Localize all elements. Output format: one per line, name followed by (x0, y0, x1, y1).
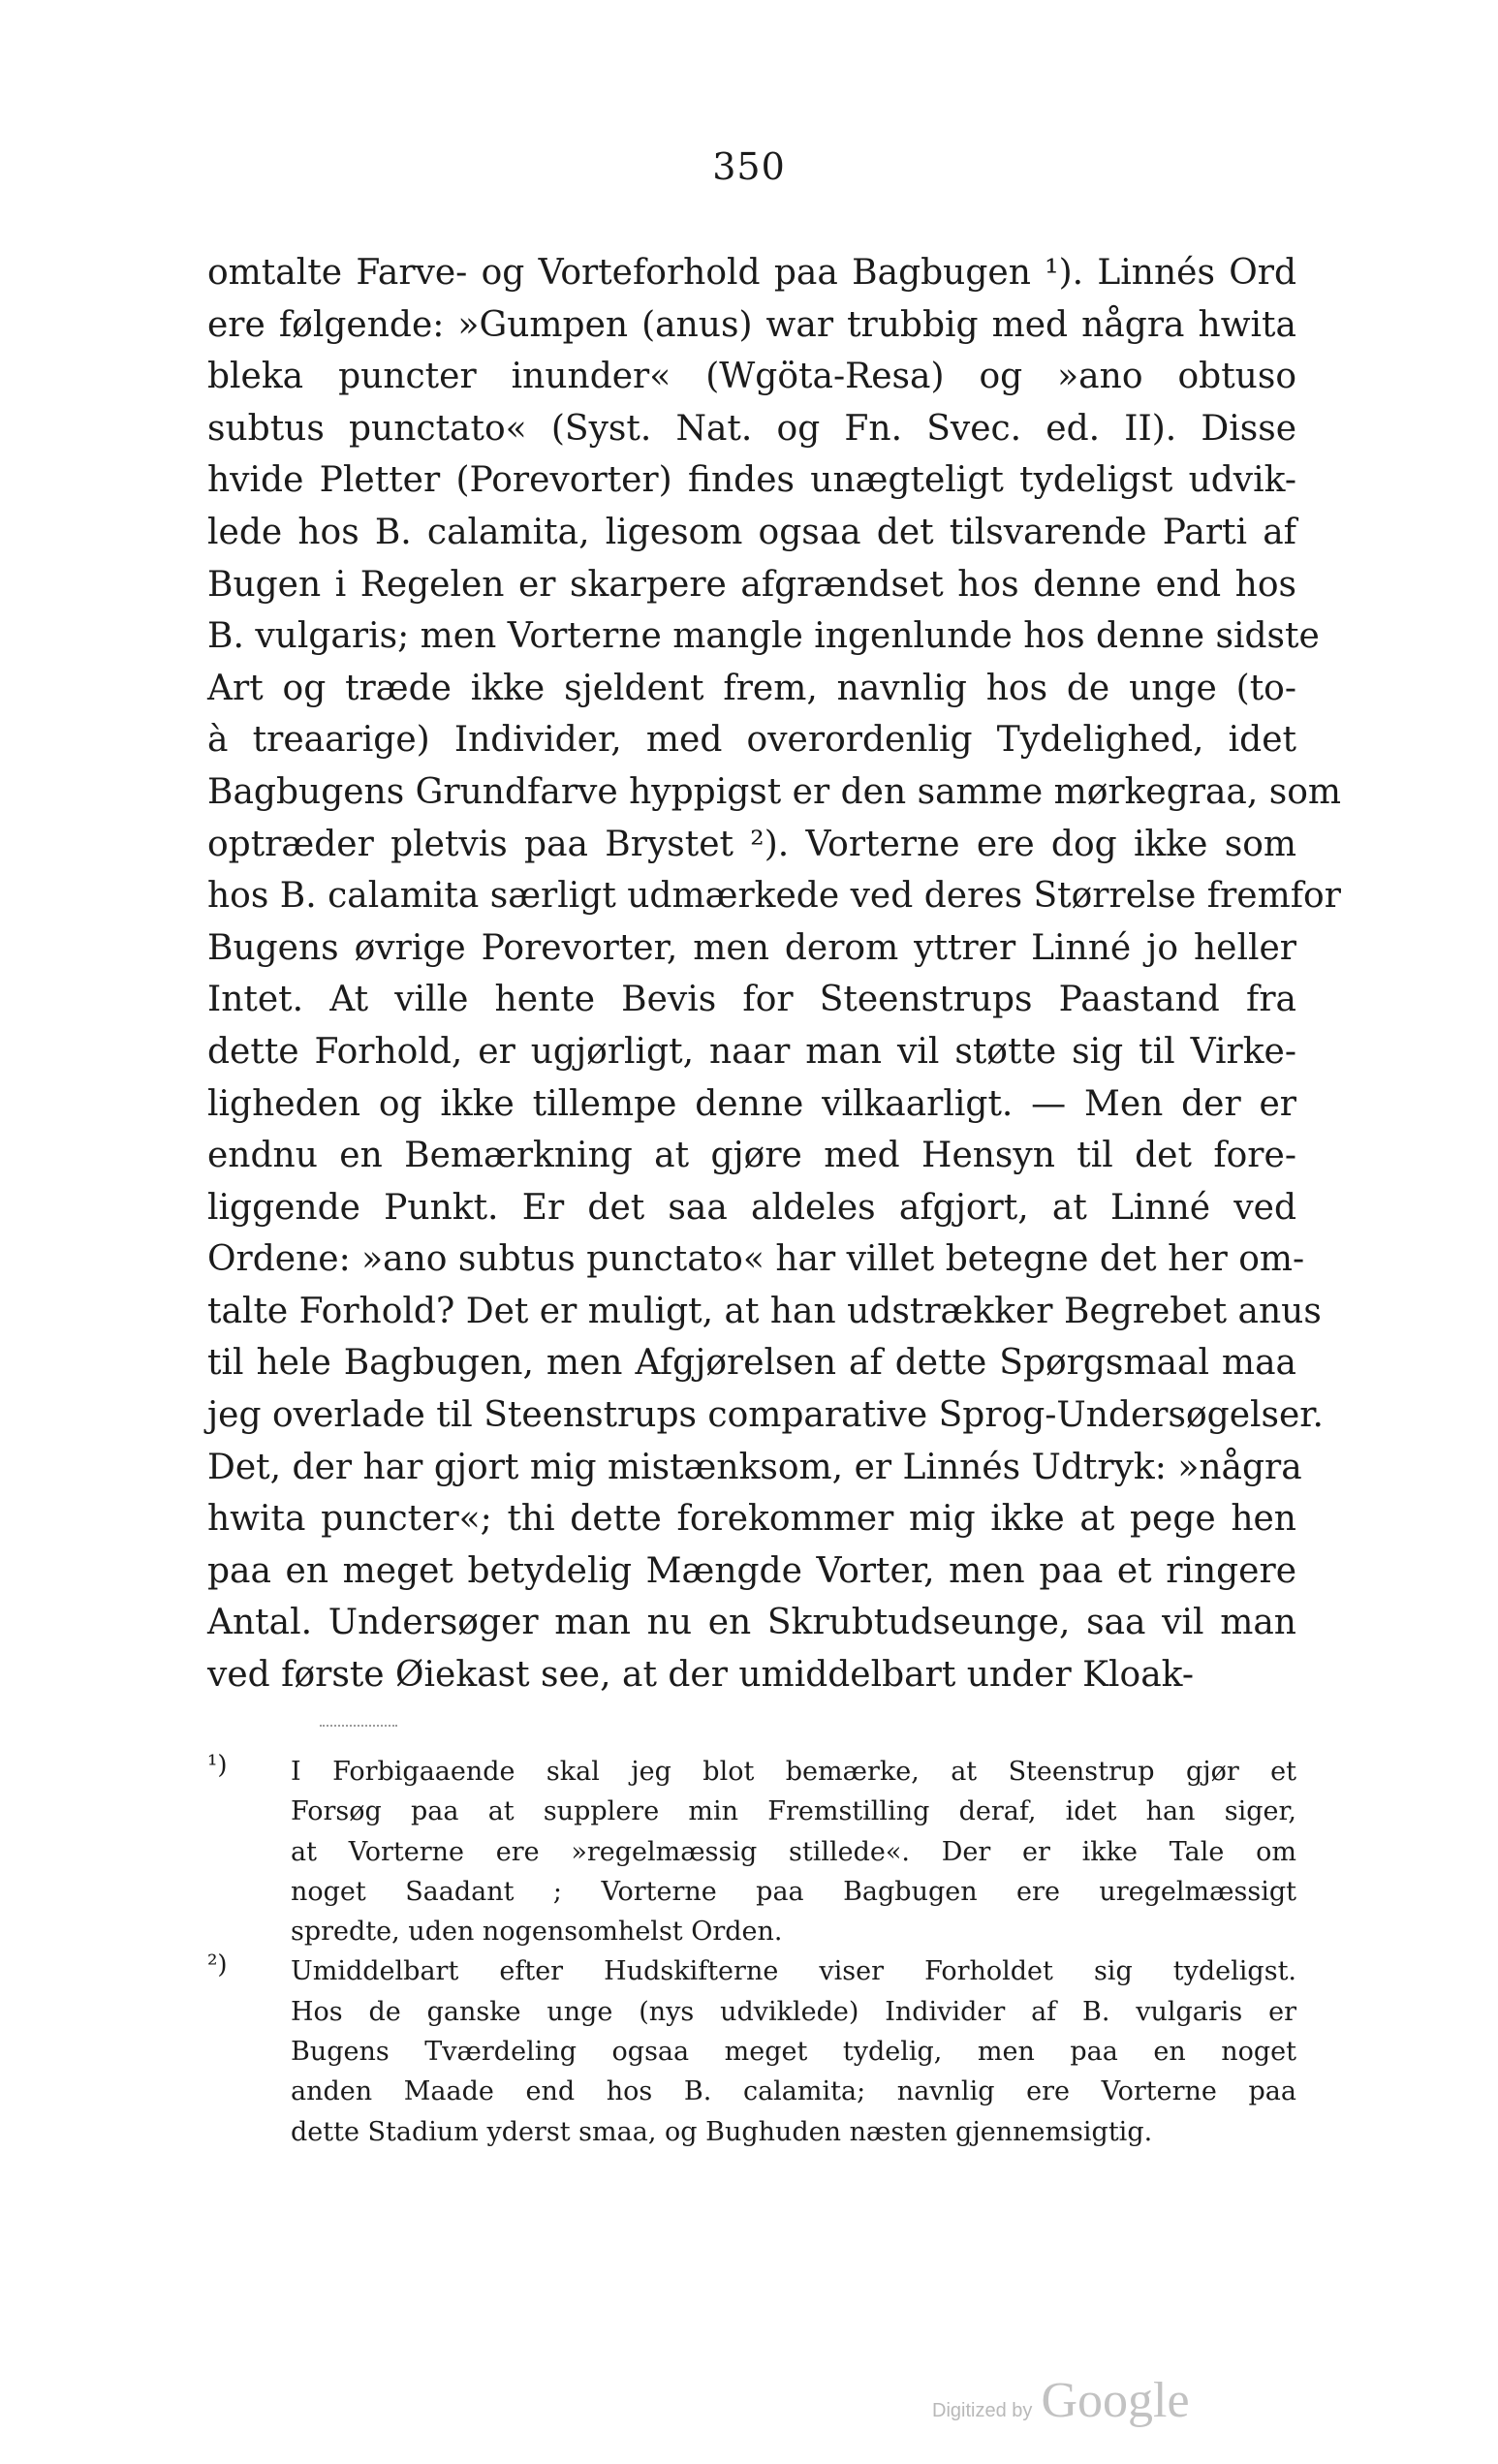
text-line: hvide Pletter (Porevorter) findes unægteligt tydeligst udvik- (207, 460, 1296, 501)
text-line: til hele Bagbugen, men Afgjørelsen af dette Spørgsmaal maa (207, 1343, 1296, 1384)
text-line: lede hos B. calamita, ligesom ogsaa det tilsvarende Parti af (207, 512, 1296, 552)
watermark-brand: Google (1041, 2373, 1190, 2428)
footnote-line: Bugens Tværdeling ogsaa meget tydelig, men paa en noget (291, 2037, 1296, 2068)
text-line: Art og træde ikke sjeldent frem, navnlig hos de unge (to- (207, 668, 1296, 708)
text-line: Det, der har gjort mig mistænksom, er Linnés Udtryk: »några (207, 1447, 1302, 1487)
text-line: talte Forhold? Det er muligt, at han udstrækker Begrebet anus (207, 1291, 1322, 1331)
text-line: Bugens øvrige Porevorter, men derom yttrer Linné jo heller (207, 927, 1296, 968)
text-line: hos B. calamita særligt udmærkede ved deres Størrelse fremfor (207, 876, 1341, 917)
text-line: Ordene: »ano subtus punctato« har villet betegne det her om- (207, 1239, 1305, 1280)
text-line: optræder pletvis paa Brystet ²). Vorterne ere dog ikke som (207, 824, 1296, 864)
text-line: dette Forhold, er ugjørligt, naar man vil støtte sig til Virke- (207, 1031, 1296, 1072)
text-line: bleka puncter inunder« (Wgöta-Resa) og »ano obtuso (207, 357, 1296, 397)
digitized-watermark (932, 2372, 1262, 2430)
text-line: paa en meget betydelig Mængde Vorter, men paa et ringere (207, 1550, 1296, 1591)
footnote-line: Hos de ganske unge (nys udviklede) Individer af B. vulgaris er (291, 1996, 1296, 2027)
footnote-mark: ¹) (207, 1751, 228, 1780)
text-line: Intet. At ville hente Bevis for Steenstrups Paastand fra (207, 980, 1296, 1020)
footnote-line: Umiddelbart efter Hudskifterne viser Forholdet sig tydeligst. (291, 1956, 1296, 1987)
text-line: Antal. Undersøger man nu en Skrubtudseunge, saa vil man (207, 1603, 1296, 1643)
body-text (207, 247, 1342, 1701)
footnote-line: anden Maade end hos B. calamita; navnlig ere Vorterne paa (291, 2076, 1296, 2107)
text-line: endnu en Bemærkning at gjøre med Hensyn til det fore- (207, 1136, 1296, 1176)
text-line: à treaarige) Individer, med overordenlig Tydelighed, idet (207, 720, 1296, 761)
footnote-line: I Forbigaaende skal jeg blot bemærke, at Steenstrup gjør et (291, 1757, 1296, 1787)
footnotes (207, 1752, 1296, 2152)
page-number: 350 (712, 145, 786, 188)
text-line: Bugen i Regelen er skarpere afgrændset hos denne end hos (207, 564, 1296, 605)
text-line: subtus punctato« (Syst. Nat. og Fn. Svec. ed. II). Disse (207, 408, 1296, 449)
footnote-line: spredte, uden nogensomhelst Orden. (291, 1917, 783, 1948)
text-line: ere følgende: »Gumpen (anus) war trubbig med några hwita (207, 304, 1296, 345)
footnote-line: at Vorterne ere »regelmæssig stillede«. Der er ikke Tale om (291, 1836, 1296, 1867)
watermark-prefix: Digitized by (932, 2400, 1033, 2421)
text-line: jeg overlade til Steenstrups comparative Sprog-Undersøgelser. (207, 1395, 1324, 1436)
text-line: ligheden og ikke tillempe denne vilkaarligt. — Men der er (207, 1083, 1296, 1124)
footnote-separator (320, 1725, 397, 1727)
text-line: omtalte Farve- og Vorteforhold paa Bagbugen ¹). Linnés Ord (207, 253, 1296, 293)
text-line: hwita puncter«; thi dette forekommer mig ikke at pege hen (207, 1499, 1296, 1540)
text-line: B. vulgaris; men Vorterne mangle ingenlunde hos denne sidste (207, 616, 1320, 657)
text-line: Bagbugens Grundfarve hyppigst er den samme mørkegraa, som (207, 771, 1342, 812)
footnote (207, 1752, 1296, 1951)
footnote-mark: ²) (207, 1950, 228, 1981)
footnote-line: noget Saadant ; Vorterne paa Bagbugen ere uregelmæssigt (291, 1876, 1296, 1907)
text-line: liggende Punkt. Er det saa aldeles afgjort, at Linné ved (207, 1187, 1296, 1228)
footnote-line: Forsøg paa at supplere min Fremstilling deraf, idet han siger, (291, 1796, 1296, 1827)
footnote-line: dette Stadium yderst smaa, og Bughuden næsten gjennemsigtig. (291, 2116, 1153, 2147)
text-line: ved første Øiekast see, at der umiddelbart under Kloak- (207, 1655, 1195, 1696)
footnote (207, 1951, 1296, 2151)
